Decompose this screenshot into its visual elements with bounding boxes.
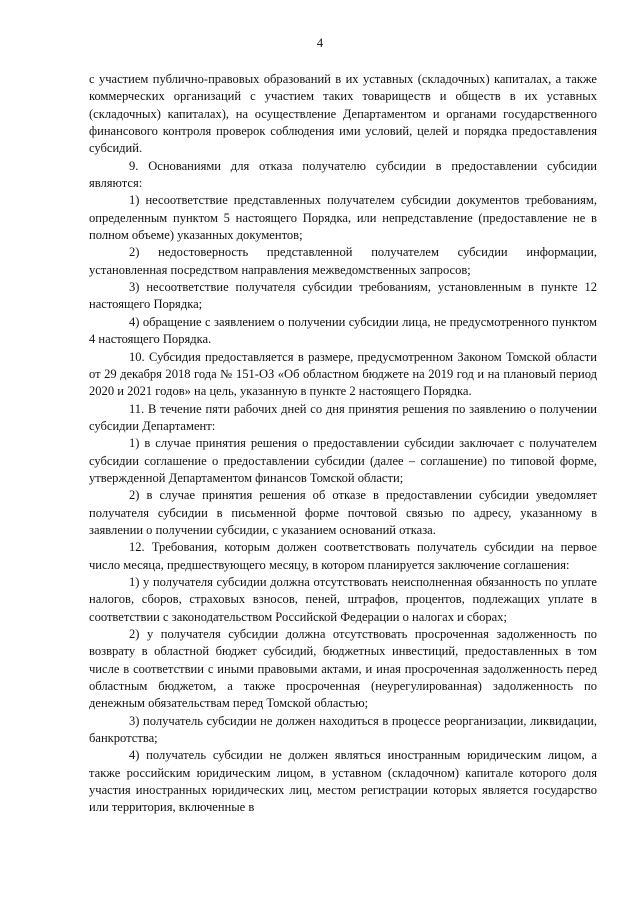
- paragraph-clause-11-item-1: 1) в случае принятия решения о предоставлении субсидии заключает с получателем субсидии соглашение о предоставлении субсидии (далее – соглашение) по типовой форме, утвержденной Департаментом финансов Томской области;: [89, 436, 597, 485]
- paragraph-clause-9-item-4: 4) обращение с заявлением о получении субсидии лица, не предусмотренного пунктом 4 настоящего Порядка.: [89, 314, 597, 347]
- paragraph-clause-9-item-3: 3) несоответствие получателя субсидии требованиям, установленным в пункте 12 настоящего Порядка;: [89, 280, 597, 312]
- paragraph-clause-11: 11. В течение пяти рабочих дней со дня принятия решения по заявлению о получении субсидии Департамент:: [89, 401, 597, 433]
- paragraph-clause-11-item-2: 2) в случае принятия решения об отказе в предоставлении субсидии уведомляет получателя субсидии в письменной форме почтовой связью по адресу, указанному в заявлении о получении субсидии, с указанием оснований отказа.: [89, 488, 597, 537]
- paragraph-clause-12-item-4: 4) получатель субсидии не должен являться иностранным юридическим лицом, а также российским юридическим лицом, в уставном (складочном) капитале которого доля участия иностранных юридических лиц, местом регистрации которых является государство или территория, включенные в: [89, 748, 597, 815]
- paragraph-clause-9-item-2: 2) недостоверность представленной получателем субсидии информации, установленная посредством направления межведомственных запросов;: [89, 245, 597, 277]
- paragraph-continuation: с участием публично-правовых образований в их уставных (складочных) капиталах, а также коммерческих организаций с участием таких товариществ и обществ в их уставных (складочных) капиталах), на осуществление Департаментом и органами государственного финансового контроля проверок соблюдения ими условий, целей и порядка предоставления субсидий.: [89, 72, 597, 156]
- paragraph-clause-12-item-3: 3) получатель субсидии не должен находиться в процессе реорганизации, ликвидации, банкротства;: [89, 713, 597, 746]
- paragraph-clause-9-item-1: 1) несоответствие представленных получателем субсидии документов требованиям, определенным пунктом 5 настоящего Порядка, или непредставление (предоставление не в полном объеме) указанных документов;: [89, 193, 597, 243]
- paragraph-clause-12-item-2: 2) у получателя субсидии должна отсутствовать просроченная задолженность по возврату в областной бюджет субсидий, бюджетных инвестиций, предоставленных в том числе в соответствии с иными правовыми актами, и иная просроченная задолженность перед областным бюджетом, а также просроченная (неурегулированная) задолженность по денежным обязательствам перед Томской областью;: [89, 627, 597, 711]
- paragraph-clause-12-item-1: 1) у получателя субсидии должна отсутствовать неисполненная обязанность по уплате налогов, сборов, страховых взносов, пеней, штрафов, процентов, подлежащих уплате в соответствии с законодательством Российской Федерации о налогах и сборах;: [89, 574, 597, 624]
- document-body: [89, 71, 597, 817]
- paragraph-clause-12: 12. Требования, которым должен соответствовать получатель субсидии на первое число месяца, предшествующего месяцу, в котором планируется заключение соглашения:: [89, 540, 597, 572]
- page-number: 4: [316, 36, 324, 50]
- paragraph-clause-9: 9. Основаниями для отказа получателю субсидии в предоставлении субсидии являются:: [89, 158, 597, 191]
- paragraph-clause-10: 10. Субсидия предоставляется в размере, предусмотренном Законом Томской области от 29 декабря 2018 года № 151-ОЗ «Об областном бюджете на 2019 год и на плановый период 2020 и 2021 годов» на цель, указанную в пункте 2 настоящего Порядка.: [89, 349, 597, 399]
